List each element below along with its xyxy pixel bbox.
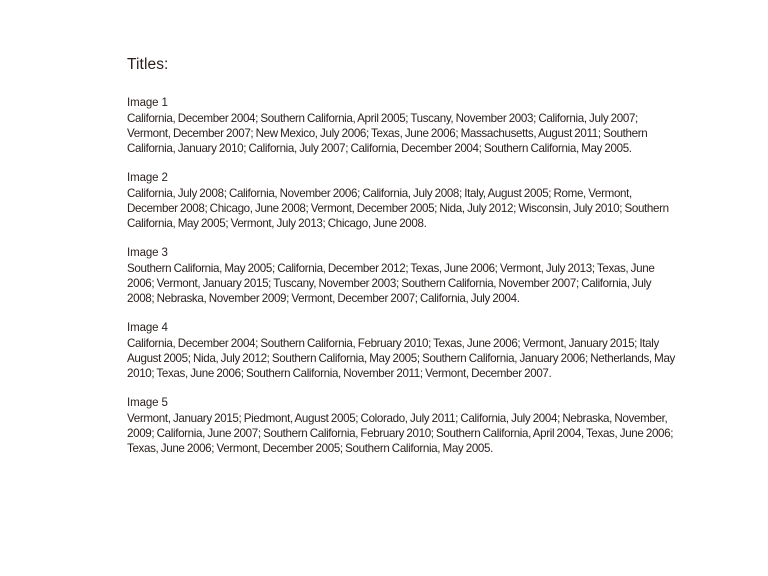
image-2-label: Image 2	[127, 172, 168, 184]
image-2-titles: California, July 2008; California, November 2006; California, July 2008; Italy, August 2005; Rome, Vermont, December 2008; Chicago, June 2008; Vermont, December 2005; Nida, July 2012; Wisconsin, July 2010; Southern California, May 2005; Vermont, July 2013; Chicago, June 2008.	[127, 187, 669, 230]
image-5-titles: Vermont, January 2015; Piedmont, August 2005; Colorado, July 2011; California, July 2004; Nebraska, November, 2009; California, June 2007; Southern California, February 2010; Southern California, April 2004, Texas, June 2006; Texas, June 2006; Vermont, December 2005; Southern California, May 2005.	[127, 412, 674, 455]
image-3-titles: Southern California, May 2005; California, December 2012; Texas, June 2006; Vermont, July 2013; Texas, June 2006; Vermont, January 2015; Tuscany, November 2003; Southern California, November 2007; California, July 2008; Nebraska, November 2009; Vermont, December 2007; California, July 2004.	[127, 262, 655, 305]
image-1-label: Image 1	[127, 97, 168, 109]
image-5-section	[127, 397, 675, 456]
image-4-titles: California, December 2004; Southern California, February 2010; Texas, June 2006; Vermont, January 2015; Italy August 2005; Nida, July 2012; Southern California, May 2005; Southern California, January 2006; Netherlands, May 2010; Texas, June 2006; Southern California, November 2011; Vermont, December 2007.	[127, 337, 676, 380]
page-title: Titles:	[127, 56, 169, 73]
image-5-label: Image 5	[127, 397, 168, 409]
document-page	[127, 54, 675, 472]
image-1-titles: California, December 2004; Southern California, April 2005; Tuscany, November 2003; California, July 2007; Vermont, December 2007; New Mexico, July 2006; Texas, June 2006; Massachusetts, August 2011; Southern California, January 2010; California, July 2007; California, December 2004; Southern California, May 2005.	[127, 112, 648, 155]
image-4-section	[127, 322, 675, 381]
image-2-section	[127, 172, 675, 231]
image-3-section	[127, 247, 675, 306]
image-1-section	[127, 97, 675, 156]
image-3-label: Image 3	[127, 247, 168, 259]
image-4-label: Image 4	[127, 322, 168, 334]
